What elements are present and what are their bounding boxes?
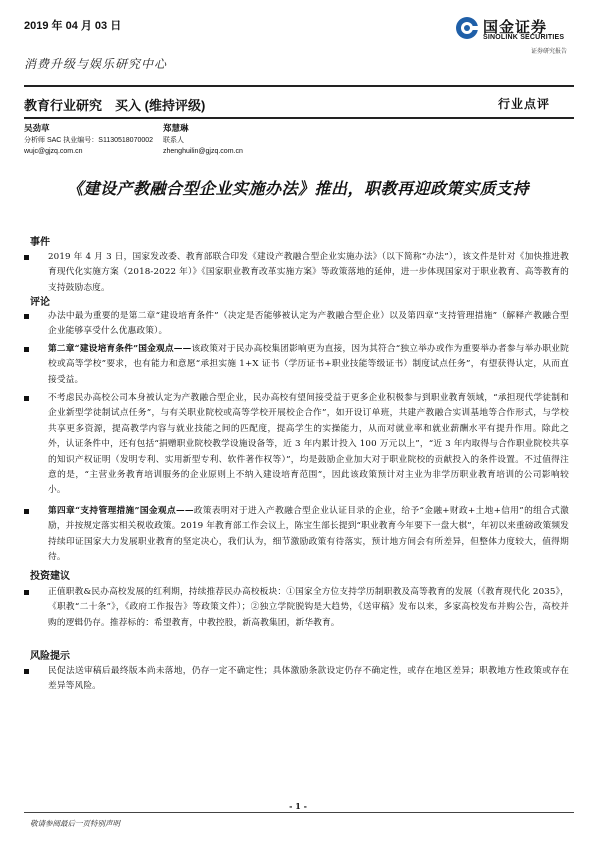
bullet-icon: [24, 396, 29, 401]
paragraph-text: 民促法送审稿后最终版本尚未落地，仍存一定不确定性；具体激励条款设定仍存不确定性，或存在地区差异；职教地方性政策或存在差异等风险。: [48, 666, 569, 692]
paragraph-text: 政策表明对于进入产教融合型企业认证目录的企业，给予“金融+财政+土地+信用”的组合式激励，并按规定落实相关税收政策。2019 年教育部工作会议上，陈宝生部长提到“职业教育今年要下一盘大棋”，年初以来重磅政策频发持续印证国家大力发展职业教育的坚定决心，我们认为，细节激励政策有待落实，预计地方间会有所差异，但整体力度较大，值得期待。: [48, 506, 570, 563]
header-top-rule: [24, 85, 574, 87]
analyst-email: wujc@gjzq.com.cn: [24, 148, 83, 155]
paragraph-text: 办法中最为重要的是第二章“建设培育条件”（决定是否能够被认定为产教融合型企业）以及第四章“支持管理措施”（解释产教融合型企业能够享受什么优惠政策）。: [48, 311, 569, 337]
section-heading-comment: 评论: [30, 297, 50, 308]
paragraph-lead: 第四章“支持管理措施”国金观点——: [48, 506, 194, 516]
sinolink-logo-icon: [455, 16, 479, 40]
logo-subtitle: 证券研究报告: [531, 48, 568, 55]
bullet-icon: [24, 509, 29, 514]
list-item: [24, 504, 569, 566]
report-date: 2019 年 04 月 03 日: [24, 20, 122, 32]
analyst-card: [163, 124, 243, 157]
list-item: [24, 391, 569, 499]
analyst-name: 郑慧琳: [163, 124, 189, 134]
paragraph-text: 不考虑民办高校公司本身被认定为产教融合型企业，民办高校有望间接受益于更多企业积极参与到职业教育领域，“承担现代学徒制和企业新型学徒制试点任务”，与有关职业院校或高等学校开展校企合作”，如开设订单班，共建产教融合实训基地等合作形式，与学校共享更多资源，提高教学内容与就业技能之间的匹配度，提高学生的实操能力，从而对就业率和就业薪酬水平有提升作用。除此之外，认证条件中，还有包括“捐赠职业院校教学设施设备等，近 3 年内累计投入 100 万元以上”，“近 3 年内取得与合作职业院校共享的知识产权证明（发明专利、实用新型专利、软件著作权等）”，均是鼓励企业加大对于职业院校的贡献投入的条件设置。不过值得注意的是，“主营业务教育培训服务的企业原则上不纳入建设培育范围”，因此该政策预计对主业为非学历职业教育培训的公司影响较小。: [48, 393, 569, 496]
research-center-name: 消费升级与娱乐研究中心: [24, 57, 168, 71]
section-heading-event: 事件: [30, 237, 50, 248]
page-number: - 1 -: [289, 801, 307, 811]
analyst-email: zhenghuilin@gjzq.com.cn: [163, 148, 243, 155]
list-item: [24, 250, 569, 296]
analyst-name: 吴劲草: [24, 124, 50, 134]
analyst-card: [24, 124, 153, 157]
bullet-icon: [24, 255, 29, 260]
paragraph-lead: 第二章“建设培育条件”国金观点——: [48, 344, 192, 354]
bullet-icon: [24, 669, 29, 674]
bullet-icon: [24, 314, 29, 319]
footer-disclaimer: 敬请参阅最后一页特别声明: [30, 819, 120, 828]
paragraph-text: 2019 年 4 月 3 日，国家发改委、教育部联合印发《建设产教融合型企业实施办法》（以下简称“办法”），该文件是针对《加快推进教育现代化实施方案（2018-2022 年）》《国家职业教育改革实施方案》等政策落地的延伸，进一步体现国家对于职业教育、高等教育的支持鼓励态度。: [48, 252, 569, 293]
analyst-role: 联系人: [163, 136, 184, 144]
header-bottom-rule: [24, 117, 574, 119]
list-item: [24, 585, 569, 631]
bullet-icon: [24, 590, 29, 595]
paragraph-text: 正值职教&民办高校发展的红利期，持续推荐民办高校板块：①国家全方位支持学历制职教及高等教育的发展（《教育现代化 2035》，《职教“二十条”》，《政府工作报告》等政策文件）；②独立学院脱钩是大趋势，《送审稿》发布以来，多家高校发布并购公告，高校并购的逻辑仍存。推荐标的：希望教育，中教控股，新高教集团，新华教育。: [48, 587, 569, 628]
logo-name: 国金证券: [483, 19, 548, 36]
header-title: 教育行业研究 买入 (维持评级): [24, 98, 206, 113]
list-item: [24, 309, 569, 340]
list-item: [24, 664, 569, 695]
report-type: 行业点评: [498, 97, 551, 111]
company-logo: [455, 14, 580, 54]
analyst-role: 分析师 SAC 执业编号：S1130518070002: [24, 137, 154, 144]
paragraph-text: 该政策对于民办高校集团影响更为直接，因为其符合“独立举办或作为重要举办者参与举办职业院校或高等学校”要求，也有能力和意愿“承担实施 1+X 证书（学历证书+职业技能等级证书）制度试点任务”，有望获得认定，从而直接受益。: [48, 344, 569, 385]
footer-rule: [24, 812, 574, 813]
list-item: [24, 342, 569, 388]
section-heading-risk: 风险提示: [30, 651, 70, 662]
logo-english: SINOLINK SECURITIES: [483, 34, 565, 41]
bullet-icon: [24, 347, 29, 352]
section-heading-advice: 投资建议: [30, 571, 70, 582]
report-headline: 《建设产教融合型企业实施办法》推出，职教再迎政策实质支持: [66, 179, 529, 198]
